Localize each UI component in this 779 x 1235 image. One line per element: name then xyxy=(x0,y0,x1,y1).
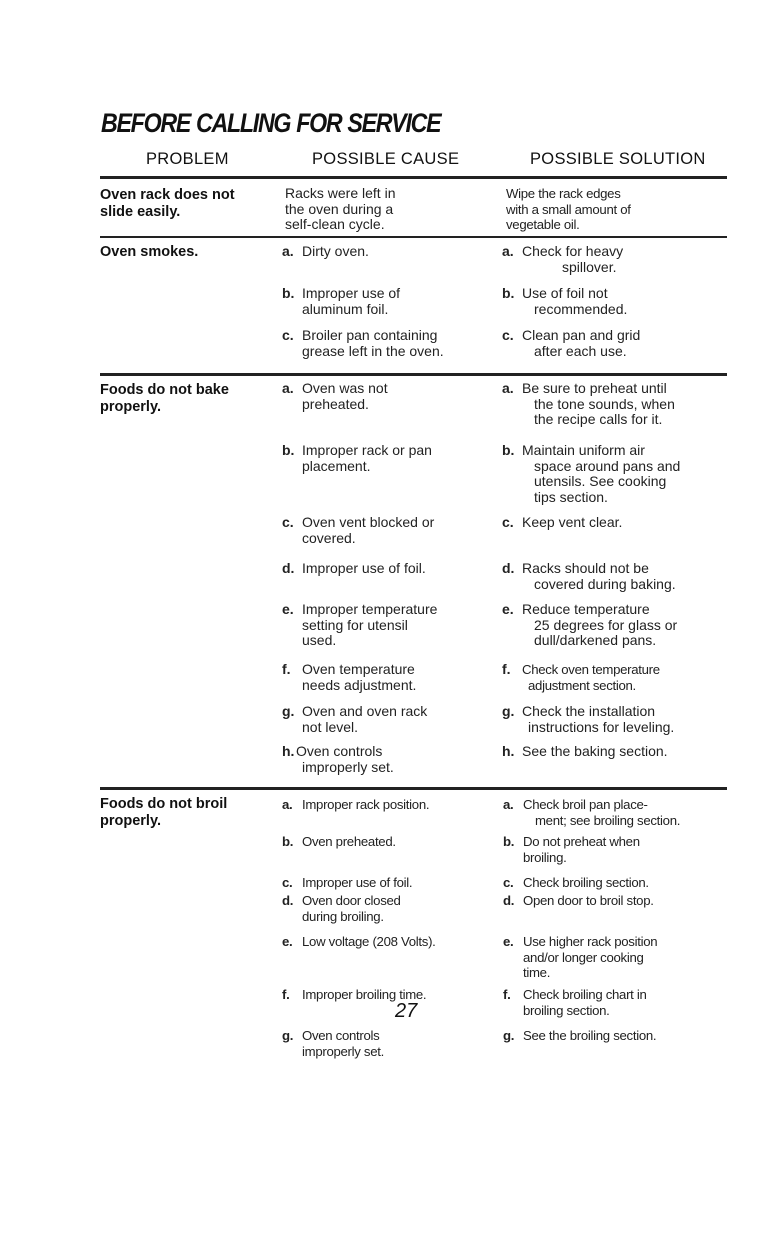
item-text: Improper rack position. xyxy=(302,797,430,812)
item-line: Be sure to preheat until xyxy=(522,380,667,396)
item-line: grease left in the oven. xyxy=(302,342,444,359)
item-letter: f. xyxy=(282,987,290,1002)
item-letter: e. xyxy=(282,934,293,949)
item-line: adjustment section. xyxy=(528,677,636,693)
item-line: Racks should not be xyxy=(522,560,649,576)
row-rule xyxy=(100,787,727,790)
item-text xyxy=(302,662,416,693)
item-text xyxy=(523,987,647,1018)
item-line: Check for heavy xyxy=(522,243,624,259)
item-text: See the baking section. xyxy=(522,743,668,759)
item-text xyxy=(302,381,388,412)
item-line: preheated. xyxy=(302,395,369,412)
item-text xyxy=(522,286,627,317)
problem-cell xyxy=(100,244,275,261)
item-letter: d. xyxy=(503,893,515,908)
item-text: Low voltage (208 Volts). xyxy=(302,934,436,949)
problem-line: Foods do not broil xyxy=(100,796,228,812)
problem-line: properly. xyxy=(100,813,161,829)
item-letter: c. xyxy=(282,514,294,530)
problem-cell xyxy=(100,187,275,221)
item-line: Check broiling chart in xyxy=(523,987,647,1002)
item-line: the tone sounds, when xyxy=(534,395,675,412)
cause-line: self-clean cycle. xyxy=(285,216,385,232)
item-letter: g. xyxy=(502,703,515,719)
item-line: improperly set. xyxy=(302,1043,384,1059)
item-line: and/or longer cooking xyxy=(523,949,644,965)
item-letter: a. xyxy=(502,243,514,259)
problem-line: slide easily. xyxy=(100,204,181,220)
item-line: Oven controls xyxy=(302,1028,380,1043)
solution-cell xyxy=(506,186,736,233)
item-text: Oven preheated. xyxy=(302,834,396,849)
item-line: used. xyxy=(302,632,337,648)
item-text xyxy=(523,934,657,981)
item-line: time. xyxy=(523,965,551,980)
problem-line: Oven rack does not xyxy=(100,187,235,203)
item-line: after each use. xyxy=(534,342,627,359)
item-text xyxy=(302,286,400,317)
cause-line: Racks were left in xyxy=(285,185,396,201)
item-letter: a. xyxy=(503,797,514,812)
item-text: Improper use of foil. xyxy=(302,875,413,890)
item-line: Reduce temperature xyxy=(522,601,650,617)
item-text: Check broiling section. xyxy=(523,875,649,890)
item-line: Oven vent blocked or xyxy=(302,514,435,530)
item-letter: e. xyxy=(282,601,294,617)
item-line: broiling. xyxy=(523,849,567,865)
item-letter: c. xyxy=(282,327,294,343)
item-line: Improper rack or pan xyxy=(302,442,432,458)
item-line: Improper temperature xyxy=(302,601,438,617)
item-line: Oven controls xyxy=(296,743,383,759)
item-text xyxy=(522,381,675,428)
item-letter: h. xyxy=(282,743,295,759)
item-letter: b. xyxy=(503,834,515,849)
item-line: spillover. xyxy=(562,258,617,275)
header-rule xyxy=(100,176,727,179)
item-line: ment; see broiling section. xyxy=(535,812,681,828)
item-letter: a. xyxy=(282,380,294,396)
item-line: covered during baking. xyxy=(534,575,676,592)
item-text xyxy=(522,662,660,693)
item-text: Keep vent clear. xyxy=(522,514,623,530)
item-text xyxy=(522,704,674,735)
item-line: improperly set. xyxy=(302,758,394,775)
item-letter: e. xyxy=(502,601,514,617)
item-text: See the broiling section. xyxy=(523,1028,657,1043)
item-line: Do not preheat when xyxy=(523,834,640,849)
item-line: not level. xyxy=(302,718,359,735)
item-line: Oven was not xyxy=(302,380,388,396)
item-line: dull/darkened pans. xyxy=(534,632,657,648)
item-letter: d. xyxy=(502,560,515,576)
problem-line: Oven smokes. xyxy=(100,244,199,260)
item-letter: d. xyxy=(282,893,294,908)
item-text xyxy=(522,443,680,505)
item-line: Improper use of xyxy=(302,285,401,301)
item-line: during broiling. xyxy=(302,908,384,924)
problem-line: properly. xyxy=(100,399,161,415)
row-rule xyxy=(100,373,727,376)
item-line: Check the installation xyxy=(522,703,656,719)
item-letter: h. xyxy=(502,743,515,759)
item-text: Open door to broil stop. xyxy=(523,893,654,908)
item-line: Check oven temperature xyxy=(522,662,660,677)
item-line: Use of foil not xyxy=(522,285,608,301)
item-letter: b. xyxy=(282,442,295,458)
item-letter: g. xyxy=(282,703,295,719)
item-line: the recipe calls for it. xyxy=(534,411,663,427)
item-letter: g. xyxy=(282,1028,294,1043)
solution-line: with a small amount of xyxy=(506,201,631,217)
item-text xyxy=(296,744,394,775)
item-letter: c. xyxy=(282,875,293,890)
item-line: Oven and oven rack xyxy=(302,703,428,719)
item-line: recommended. xyxy=(534,300,628,317)
item-line: utensils. See cooking xyxy=(534,473,667,489)
item-line: Check broil pan place- xyxy=(523,797,648,812)
item-letter: f. xyxy=(502,661,511,677)
page-title: BEFORE CALLING FOR SERVICE xyxy=(101,108,441,138)
item-letter: a. xyxy=(502,380,514,396)
item-line: Oven temperature xyxy=(302,661,415,677)
item-text xyxy=(302,1028,384,1059)
column-header-problem: PROBLEM xyxy=(146,150,229,168)
item-text xyxy=(522,602,677,649)
item-text xyxy=(522,244,623,275)
item-line: Use higher rack position xyxy=(523,934,658,949)
item-letter: g. xyxy=(503,1028,515,1043)
item-text: Improper broiling time. xyxy=(302,987,427,1002)
item-text xyxy=(302,515,434,546)
page-number: 27 xyxy=(395,1000,418,1022)
item-text: Improper use of foil. xyxy=(302,560,426,576)
item-text xyxy=(302,704,427,735)
cause-line: the oven during a xyxy=(285,200,394,217)
item-line: Maintain uniform air xyxy=(522,442,645,458)
problem-cell xyxy=(100,382,275,416)
item-line: Broiler pan containing xyxy=(302,327,438,343)
item-letter: f. xyxy=(503,987,511,1002)
item-text xyxy=(302,443,432,474)
item-letter: f. xyxy=(282,661,291,677)
column-header-cause: POSSIBLE CAUSE xyxy=(312,150,460,168)
row-rule xyxy=(100,236,727,238)
item-line: broiling section. xyxy=(523,1002,610,1018)
item-letter: a. xyxy=(282,243,294,259)
item-line: placement. xyxy=(302,457,371,474)
item-line: instructions for leveling. xyxy=(528,718,675,735)
item-line: tips section. xyxy=(534,488,608,505)
item-letter: c. xyxy=(502,514,514,530)
solution-line: vegetable oil. xyxy=(506,217,580,232)
item-letter: d. xyxy=(282,560,295,576)
item-letter: c. xyxy=(502,327,514,343)
item-line: 25 degrees for glass or xyxy=(534,616,678,633)
item-text xyxy=(522,328,640,359)
item-text: Dirty oven. xyxy=(302,243,369,259)
item-text xyxy=(302,602,437,649)
solution-line: Wipe the rack edges xyxy=(506,186,621,201)
item-letter: a. xyxy=(282,797,293,812)
item-text xyxy=(302,893,401,924)
column-header-solution: POSSIBLE SOLUTION xyxy=(530,150,706,168)
problem-line: Foods do not bake xyxy=(100,382,229,398)
item-letter: b. xyxy=(282,834,294,849)
item-line: aluminum foil. xyxy=(302,300,389,317)
item-line: space around pans and xyxy=(534,457,681,474)
item-text xyxy=(522,561,676,592)
item-letter: b. xyxy=(502,442,515,458)
cause-cell xyxy=(285,186,495,233)
item-line: Oven door closed xyxy=(302,893,401,908)
item-line: needs adjustment. xyxy=(302,676,417,693)
item-letter: b. xyxy=(282,285,295,301)
item-letter: c. xyxy=(503,875,514,890)
item-letter: e. xyxy=(503,934,514,949)
item-text xyxy=(302,328,444,359)
item-line: setting for utensil xyxy=(302,616,408,633)
item-text xyxy=(523,797,680,828)
item-text xyxy=(523,834,640,865)
item-letter: b. xyxy=(502,285,515,301)
problem-cell xyxy=(100,796,275,830)
item-line: Clean pan and grid xyxy=(522,327,641,343)
item-line: covered. xyxy=(302,529,356,546)
